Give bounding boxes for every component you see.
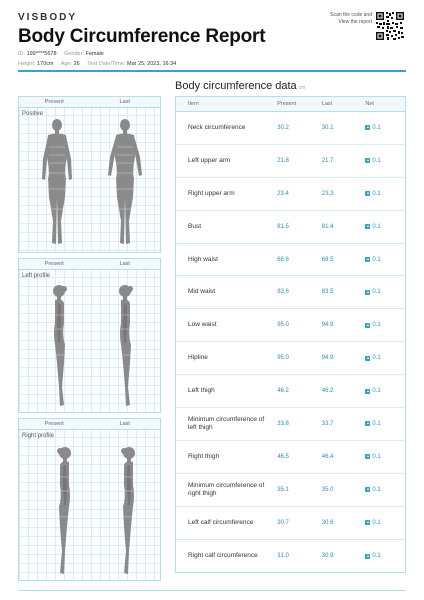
row-last: 94.9 <box>321 322 334 329</box>
up-arrow-icon <box>365 389 370 394</box>
up-arrow-icon <box>365 454 370 459</box>
row-item: Low waist <box>188 321 217 329</box>
net-value: 0.1 <box>372 453 381 460</box>
col-header-net: Net <box>365 101 374 107</box>
row-last: 30.6 <box>321 519 334 526</box>
panel-header: Present Last <box>19 259 160 270</box>
net-value: 0.1 <box>372 322 381 329</box>
panel-label: Left profile <box>22 273 51 279</box>
table-row <box>176 309 405 342</box>
up-arrow-icon <box>365 257 370 262</box>
row-item: Bust <box>188 222 202 230</box>
row-last: 23.3 <box>321 190 334 197</box>
table-row <box>176 507 405 540</box>
row-net <box>361 421 405 427</box>
net-value: 0.1 <box>372 124 381 131</box>
row-item: Right upper arm <box>188 189 235 197</box>
row-present: 68.6 <box>277 256 289 263</box>
col-header-present: Present <box>277 101 297 107</box>
net-value: 0.1 <box>372 486 381 493</box>
row-net <box>361 125 405 131</box>
row-present: 35.1 <box>277 486 289 493</box>
gender-value: Female <box>85 51 104 57</box>
row-net <box>361 322 405 328</box>
scan-instructions: Scan the code and View the report <box>330 12 372 25</box>
meta-height-age-date: Height: 170cm Age: 26 Test Date/Time: Mar 25, 2023, 16:34 <box>18 61 177 67</box>
height-value: 170cm <box>36 61 54 67</box>
header-divider <box>18 70 406 72</box>
row-present: 83.6 <box>277 289 289 296</box>
table-row <box>176 342 405 375</box>
row-last: 30.9 <box>321 553 334 560</box>
table-row <box>176 145 405 178</box>
row-net <box>361 224 405 230</box>
body-figure-right-profile-last <box>113 445 141 579</box>
row-net <box>361 454 405 460</box>
panel-label: Positive <box>22 111 44 117</box>
net-value: 0.1 <box>372 223 381 230</box>
up-arrow-icon <box>365 158 370 163</box>
up-arrow-icon <box>365 554 370 559</box>
row-last: 68.5 <box>321 256 334 263</box>
row-present: 81.5 <box>277 223 289 230</box>
row-present: 46.2 <box>277 388 289 395</box>
row-last: 35.0 <box>321 486 334 493</box>
net-value: 0.1 <box>372 289 381 296</box>
row-present: 46.5 <box>277 453 289 460</box>
net-value: 0.1 <box>372 190 381 197</box>
row-net <box>361 158 405 164</box>
meta-id-gender: ID: 199****5678 Gender: Female <box>18 51 104 57</box>
panel-left-profile <box>18 258 161 413</box>
row-net <box>361 257 405 263</box>
row-last: 81.4 <box>321 223 334 230</box>
body-figure-left-profile-present <box>47 283 75 411</box>
row-last: 21.7 <box>321 157 334 164</box>
table-row <box>176 441 405 474</box>
table-row <box>176 408 405 441</box>
net-value: 0.1 <box>372 256 381 263</box>
body-figure-front-present <box>37 117 77 249</box>
up-arrow-icon <box>365 125 370 130</box>
net-value: 0.1 <box>372 355 381 362</box>
net-value: 0.1 <box>372 157 381 164</box>
panel-header: Present Last <box>19 97 160 108</box>
footer-divider <box>18 590 406 591</box>
table-row <box>176 276 405 309</box>
row-last: 83.5 <box>321 289 334 296</box>
table-header <box>176 97 405 112</box>
net-value: 0.1 <box>372 420 381 427</box>
table-row <box>176 244 405 277</box>
row-net <box>361 520 405 526</box>
row-net <box>361 553 405 559</box>
row-last: 94.9 <box>321 355 334 362</box>
row-item: Minimum circumference of left thigh <box>188 415 265 431</box>
row-item: Left calf circumference <box>188 518 254 526</box>
row-item: Left upper arm <box>188 156 231 164</box>
up-arrow-icon <box>365 224 370 229</box>
row-present: 23.4 <box>277 190 289 197</box>
page-title: Body Circumference Report <box>18 26 266 47</box>
table-row <box>176 112 405 145</box>
row-item: Hipline <box>188 354 208 362</box>
brand-logo: VISBODY <box>18 12 78 23</box>
test-datetime: Mar 25, 2023, 16:34 <box>126 61 177 67</box>
row-net <box>361 388 405 394</box>
row-net <box>361 355 405 361</box>
col-header-last: Last <box>321 101 333 107</box>
row-net <box>361 289 405 295</box>
panel-positive <box>18 96 161 253</box>
net-value: 0.1 <box>372 553 381 560</box>
row-item: Minimum circumference of right thigh <box>188 481 265 497</box>
net-value: 0.1 <box>372 519 381 526</box>
row-present: 33.8 <box>277 420 289 427</box>
row-item: Right thigh <box>188 452 220 460</box>
row-last: 46.4 <box>321 453 334 460</box>
row-item: Left thigh <box>188 387 215 395</box>
up-arrow-icon <box>365 421 370 426</box>
row-item: High waist <box>188 255 218 263</box>
body-figure-left-profile-last <box>113 283 141 411</box>
up-arrow-icon <box>365 520 370 525</box>
body-figure-right-profile-present <box>49 445 77 579</box>
qr-code-icon[interactable] <box>375 11 405 41</box>
up-arrow-icon <box>365 290 370 295</box>
row-present: 95.0 <box>277 322 289 329</box>
row-net <box>361 487 405 493</box>
body-figure-front-last <box>105 117 145 249</box>
up-arrow-icon <box>365 323 370 328</box>
table-row <box>176 178 405 211</box>
row-present: 30.7 <box>277 519 289 526</box>
row-last: 30.1 <box>321 124 334 131</box>
up-arrow-icon <box>365 487 370 492</box>
row-last: 33.7 <box>321 420 334 427</box>
user-id: 199****5678 <box>26 51 57 57</box>
unit-label: cm <box>298 85 306 91</box>
row-present: 21.8 <box>277 157 289 164</box>
up-arrow-icon <box>365 356 370 361</box>
circumference-table <box>175 96 406 573</box>
table-row <box>176 211 405 244</box>
table-row <box>176 540 405 573</box>
row-last: 46.2 <box>321 388 334 395</box>
section-title: Body circumference data cm <box>175 80 306 92</box>
row-net <box>361 191 405 197</box>
row-item: Neck circumference <box>188 123 246 131</box>
panel-right-profile <box>18 418 161 581</box>
panel-header: Present Last <box>19 419 160 430</box>
row-item: Right calf circumference <box>188 552 258 560</box>
col-header-item: Item <box>188 101 199 107</box>
table-body <box>176 112 405 572</box>
panel-label: Right profile <box>22 433 55 439</box>
age-value: 26 <box>73 61 80 67</box>
net-value: 0.1 <box>372 388 381 395</box>
row-present: 31.0 <box>277 553 289 560</box>
table-row <box>176 375 405 408</box>
row-item: Mid waist <box>188 288 216 296</box>
table-row <box>176 474 405 507</box>
row-present: 30.2 <box>277 124 289 131</box>
up-arrow-icon <box>365 191 370 196</box>
row-present: 95.0 <box>277 355 289 362</box>
